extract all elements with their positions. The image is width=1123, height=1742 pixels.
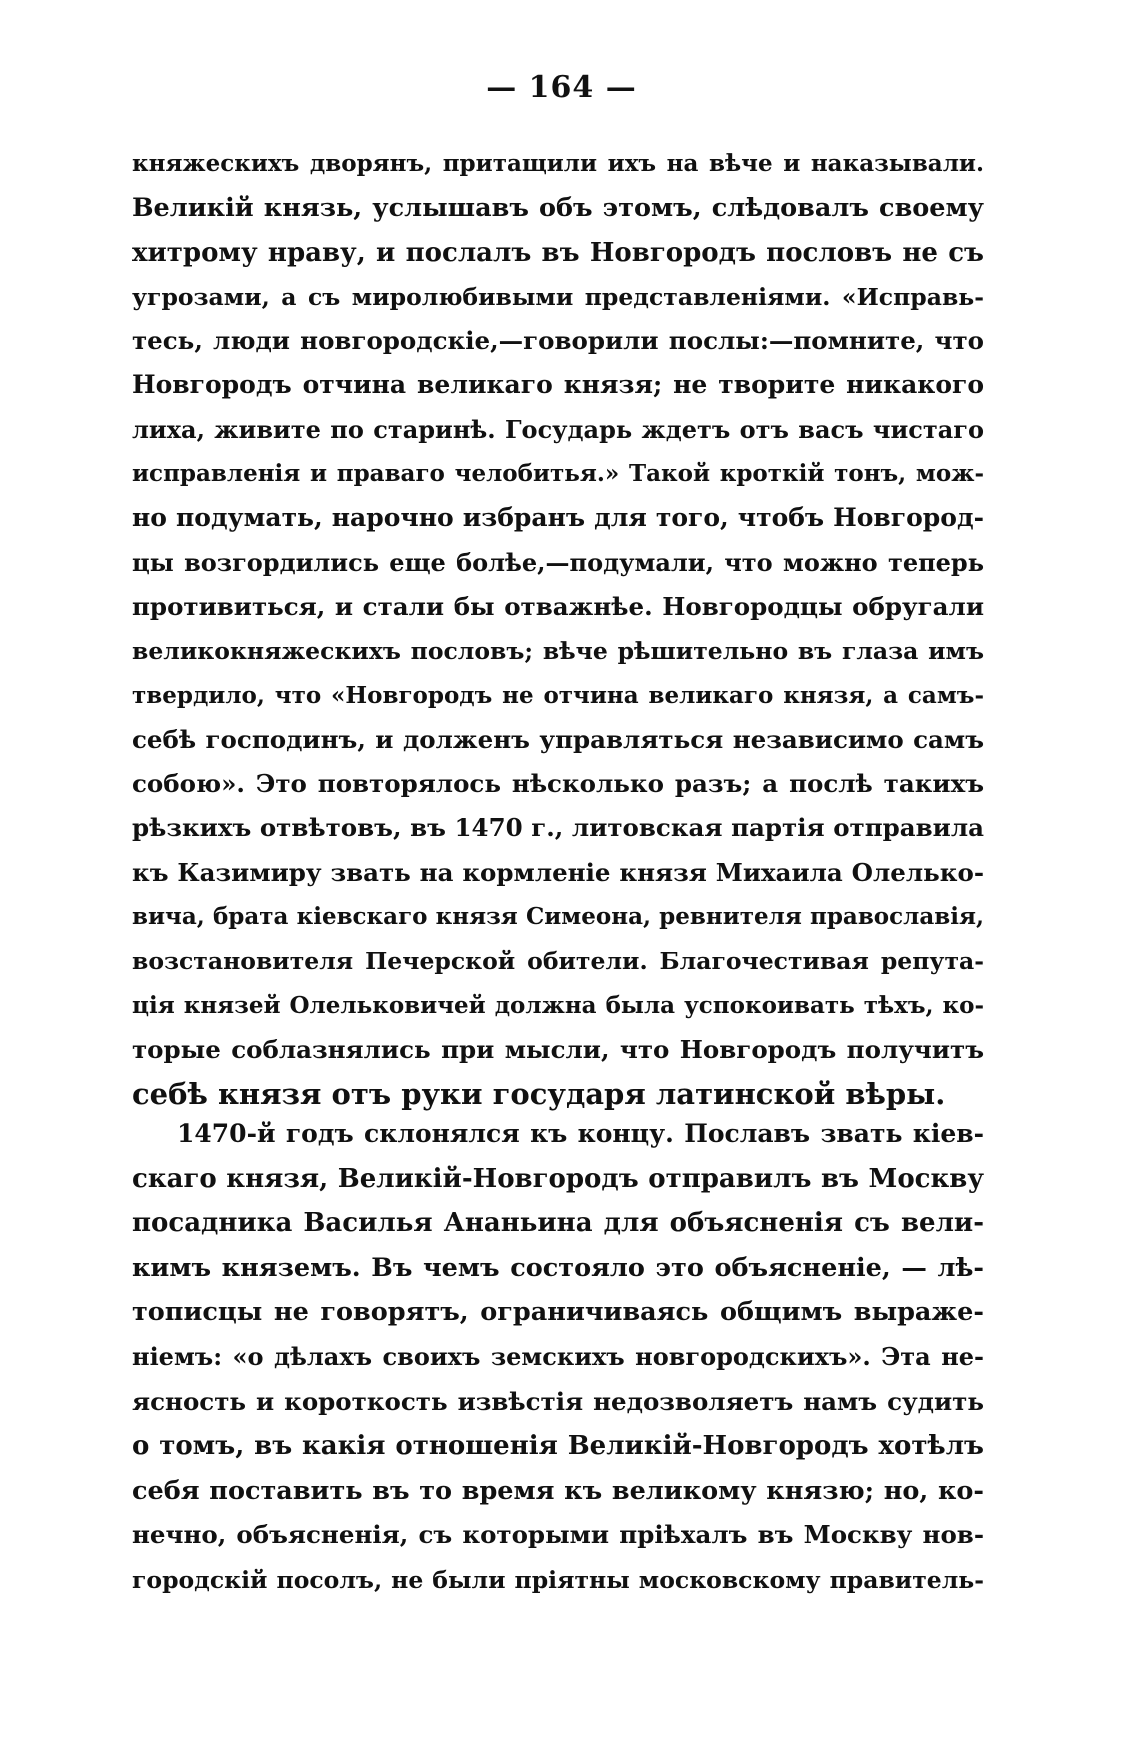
text-line: торые соблазнялись при мысли, что Новгородъ получитъ (132, 1034, 984, 1064)
text-line: собою». Это повторялось нѣсколько разъ; а послѣ такихъ (132, 769, 984, 799)
text-line: ція князей Олельковичей должна была успокоивать тѣхъ, ко- (132, 991, 984, 1019)
text-line: городскій посолъ, не были пріятны московскому правитель- (132, 1565, 984, 1594)
text-line: княжескихъ дворянъ, притащили ихъ на вѣче и наказывали. (132, 150, 984, 177)
text-line: противиться, и стали бы отважнѣе. Новгородцы обругали (132, 591, 984, 621)
text-line: возстановителя Печерской обители. Благочестивая репута- (132, 947, 984, 976)
text-line: о томъ, въ какія отношенія Великій-Новгородъ хотѣлъ (132, 1431, 984, 1462)
text-line: твердило, что «Новгородъ не отчина великаго князя, а самъ- (132, 681, 984, 709)
text-line: но подумать, нарочно избранъ для того, чтобъ Новгород- (132, 503, 984, 533)
paragraph-1 (132, 142, 984, 1117)
text-line: посадника Василья Ананьина для объясненія съ вели- (132, 1208, 984, 1239)
text-line: ясность и короткость извѣстія недозволяетъ намъ судить (132, 1386, 984, 1416)
text-line: угрозами, а съ миролюбивыми представленіями. «Исправь- (132, 282, 984, 311)
page-number: — 164 — (486, 70, 637, 105)
text-line: себѣ господинъ, и долженъ управляться независимо самъ (132, 724, 984, 754)
text-line: скаго князя, Великій-Новгородъ отправилъ въ Москву (132, 1163, 984, 1194)
text-line: 1470-й годъ склонялся къ концу. Пославъ звать кіев- (177, 1119, 984, 1148)
text-line: Новгородъ отчина великаго князя; не творите никакого (132, 370, 984, 400)
text-line: лиха, живите по старинѣ. Государь ждетъ отъ васъ чистаго (132, 414, 984, 444)
text-line: вича, брата кіевскаго князя Симеона, ревнителя православія, (132, 903, 984, 931)
text-line: исправленія и праваго челобитья.» Такой кроткій тонъ, мож- (132, 460, 984, 488)
paragraph-2 (132, 1112, 984, 1603)
text-line: рѣзкихъ отвѣтовъ, въ 1470 г., литовская партія отправила (132, 813, 984, 843)
text-line: хитрому нраву, и послалъ въ Новгородъ пословъ не съ (132, 237, 984, 268)
text-line: Великій князь, услышавъ объ этомъ, слѣдовалъ своему (132, 193, 984, 224)
text-line: нечно, объясненія, съ которыми пріѣхалъ въ Москву нов- (132, 1520, 984, 1550)
text-line: кимъ княземъ. Въ чемъ состояло это объясненіе, — лѣ- (132, 1252, 984, 1283)
text-line: тописцы не говорятъ, ограничиваясь общимъ выраже- (132, 1297, 984, 1328)
text-line: тесь, люди новгородскіе,—говорили послы:—помните, что (132, 326, 984, 356)
text-line: себя поставить въ то время къ великому князю; но, ко- (132, 1475, 984, 1506)
text-line: къ Казимиру звать на кормленіе князя Михаила Олелько- (132, 857, 984, 887)
text-line: ніемъ: «о дѣлахъ своихъ земскихъ новгородскихъ». Эта не- (132, 1341, 984, 1371)
text-line: себѣ князя отъ руки государя латинской вѣры. (132, 1077, 946, 1112)
text-line: цы возгордились еще болѣе,—подумали, что можно теперь (132, 547, 984, 577)
text-line: великокняжескихъ пословъ; вѣче рѣшительно въ глаза имъ (132, 637, 984, 666)
